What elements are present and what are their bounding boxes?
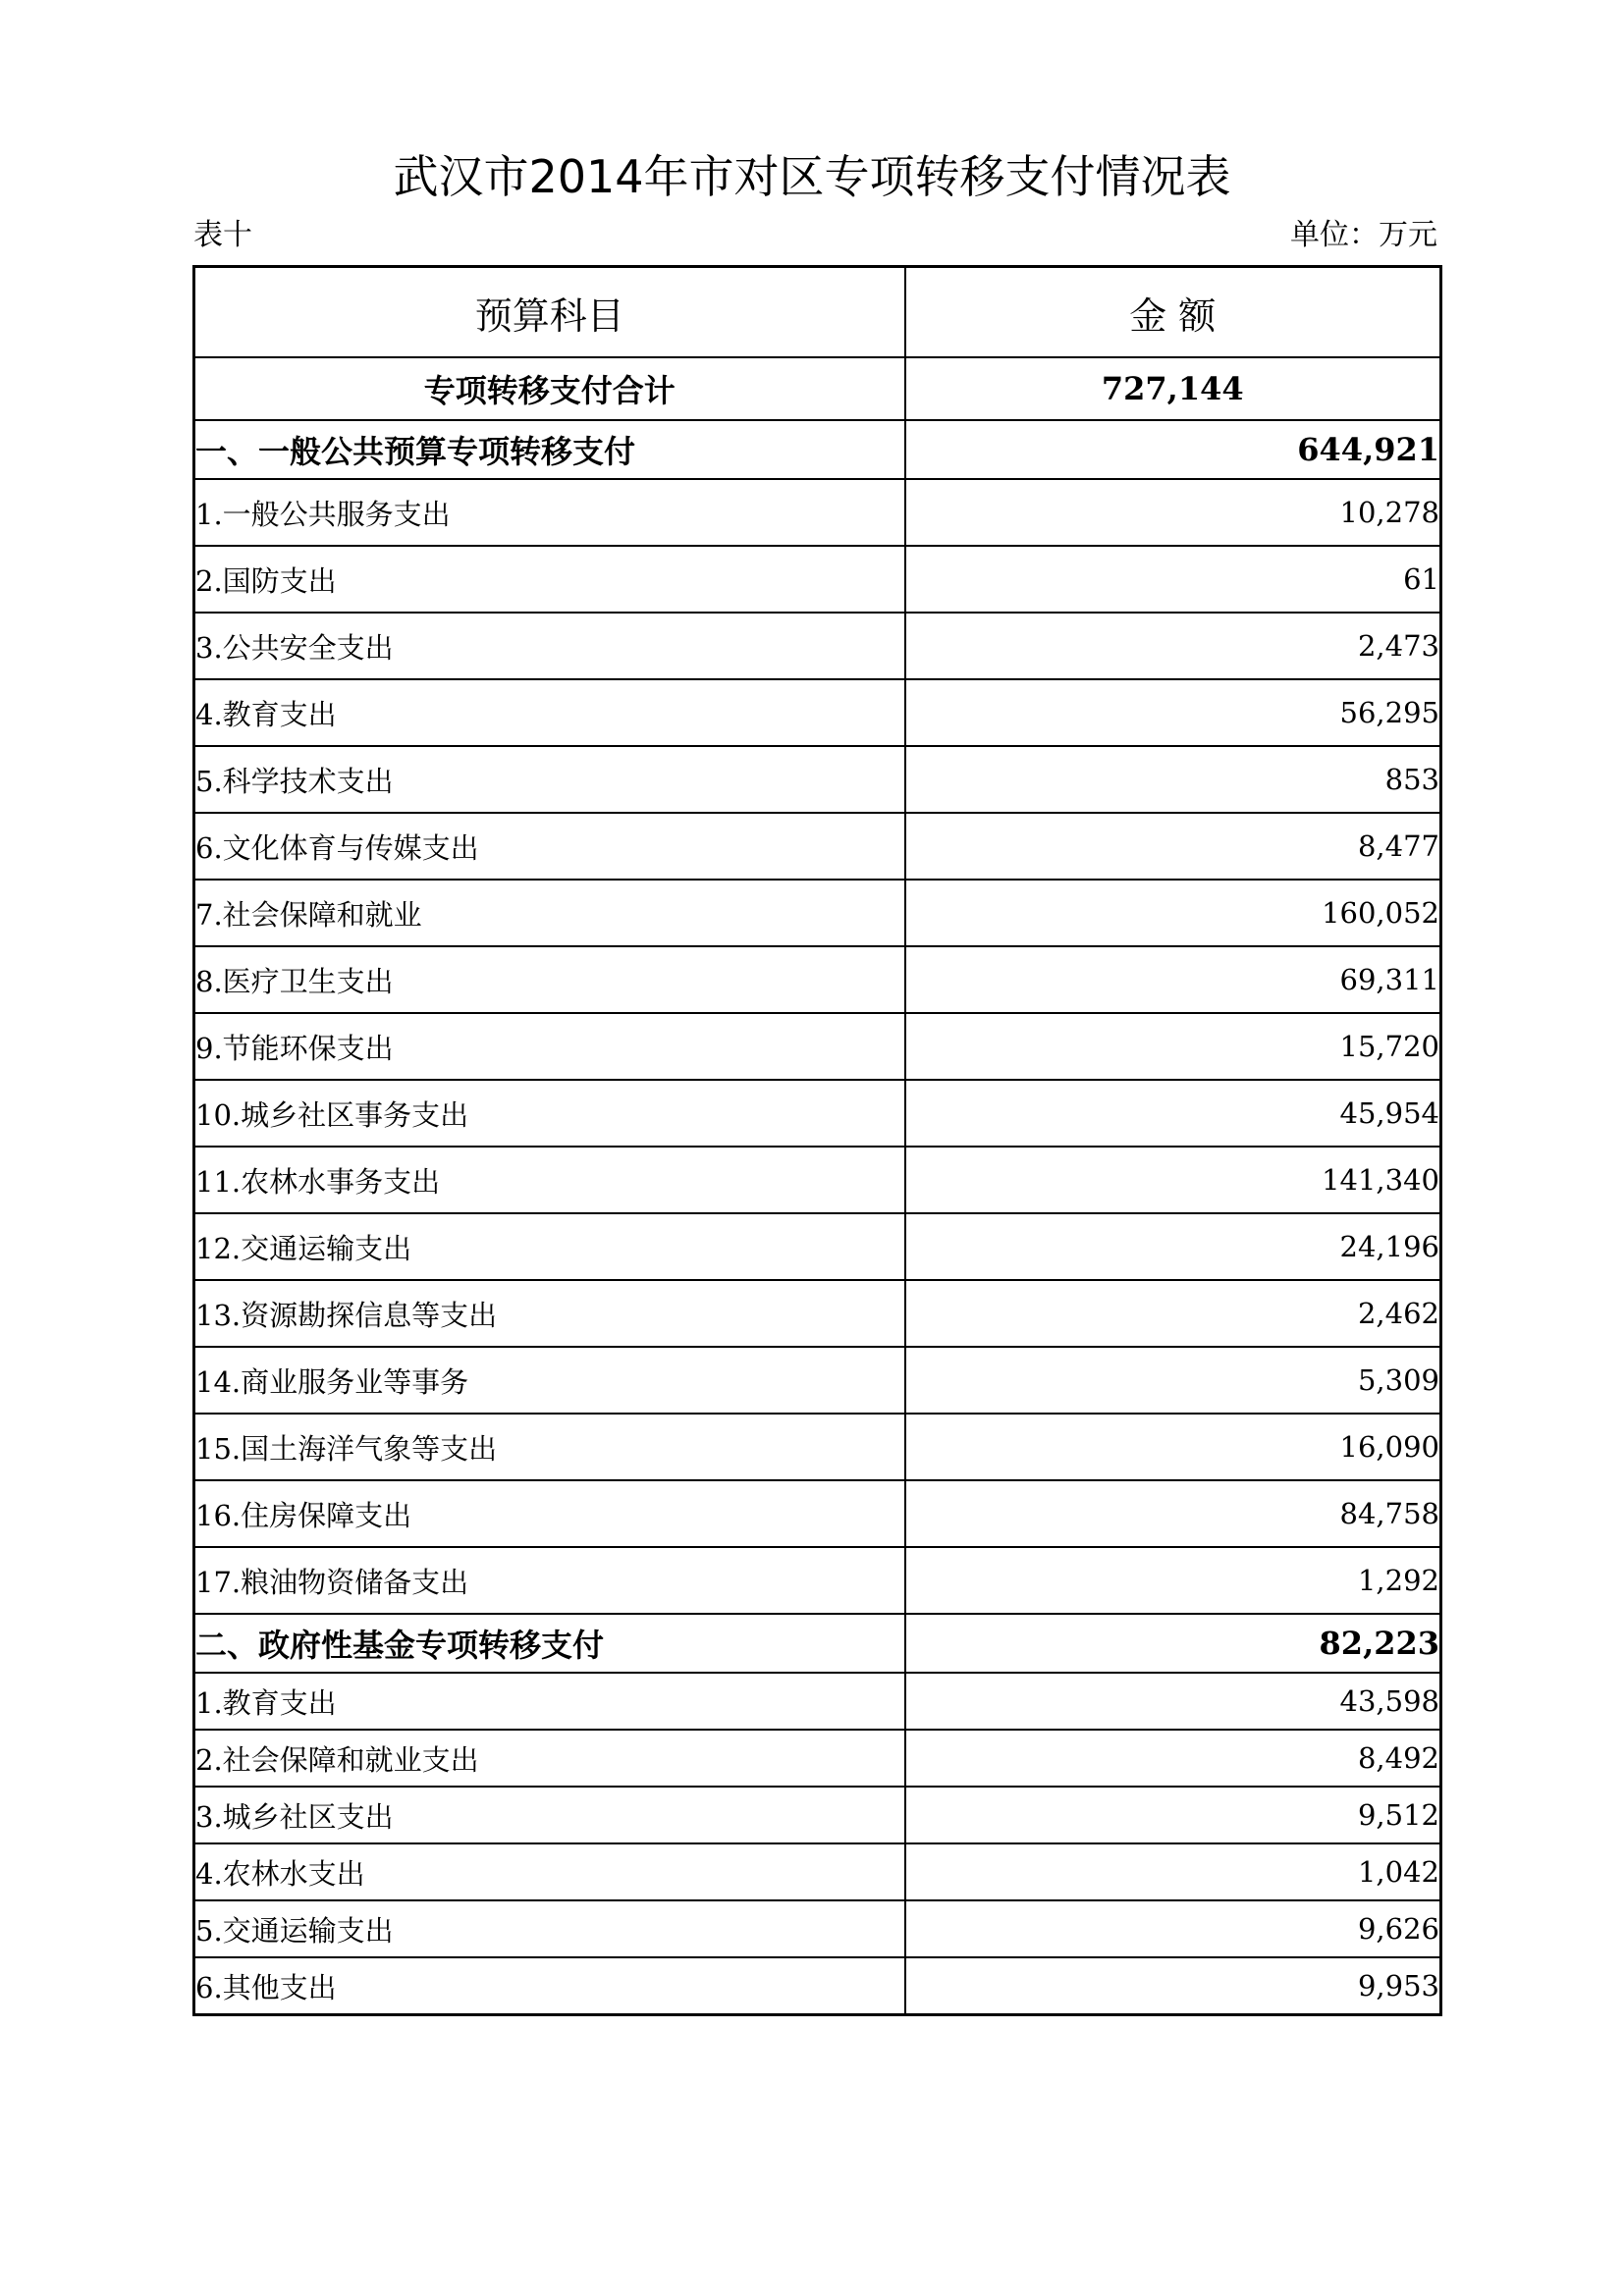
table-row: [194, 546, 1441, 613]
item-amount: 160,052: [905, 880, 1441, 946]
table-row: [194, 479, 1441, 546]
table-row: [194, 1480, 1441, 1547]
item-amount: 61: [905, 546, 1441, 613]
item-name: 7.社会保障和就业: [194, 880, 905, 946]
table-number-label: 表十: [193, 218, 252, 252]
item-name: 12.交通运输支出: [194, 1213, 905, 1280]
item-amount: 15,720: [905, 1013, 1441, 1080]
header-amount: 金 额: [905, 267, 1441, 358]
section-name: 二、政府性基金专项转移支付: [194, 1614, 905, 1673]
item-name: 4.教育支出: [194, 679, 905, 746]
table-row: [194, 1280, 1441, 1347]
item-name: 5.科学技术支出: [194, 746, 905, 813]
table-row: [194, 1843, 1441, 1900]
table-row: [194, 1147, 1441, 1213]
item-name: 3.城乡社区支出: [194, 1787, 905, 1843]
item-amount: 2,473: [905, 613, 1441, 679]
item-amount: 24,196: [905, 1213, 1441, 1280]
item-amount: 10,278: [905, 479, 1441, 546]
item-name: 2.国防支出: [194, 546, 905, 613]
item-amount: 84,758: [905, 1480, 1441, 1547]
item-name: 11.农林水事务支出: [194, 1147, 905, 1213]
item-amount: 45,954: [905, 1080, 1441, 1147]
table-row: [194, 746, 1441, 813]
table-row: [194, 946, 1441, 1013]
table-row: [194, 1787, 1441, 1843]
item-amount: 5,309: [905, 1347, 1441, 1414]
table-row: [194, 679, 1441, 746]
item-name: 1.一般公共服务支出: [194, 479, 905, 546]
budget-table: [192, 265, 1442, 2016]
section-amount: 82,223: [905, 1614, 1441, 1673]
item-name: 17.粮油物资储备支出: [194, 1547, 905, 1614]
item-name: 4.农林水支出: [194, 1843, 905, 1900]
unit-label: 单位：万元: [1290, 218, 1437, 252]
table-row: [194, 880, 1441, 946]
page-title: 武汉市2014年市对区专项转移支付情况表: [393, 150, 1231, 203]
table-row: [194, 1414, 1441, 1480]
item-name: 1.教育支出: [194, 1673, 905, 1730]
item-amount: 8,477: [905, 813, 1441, 880]
item-amount: 1,042: [905, 1843, 1441, 1900]
item-name: 8.医疗卫生支出: [194, 946, 905, 1013]
table-row: [194, 1900, 1441, 1957]
item-name: 16.住房保障支出: [194, 1480, 905, 1547]
item-amount: 2,462: [905, 1280, 1441, 1347]
item-name: 2.社会保障和就业支出: [194, 1730, 905, 1787]
table-row: [194, 613, 1441, 679]
total-name: 专项转移支付合计: [194, 357, 905, 420]
section-row-general-budget: [194, 420, 1441, 479]
item-name: 9.节能环保支出: [194, 1013, 905, 1080]
item-amount: 16,090: [905, 1414, 1441, 1480]
table-row: [194, 1730, 1441, 1787]
item-amount: 8,492: [905, 1730, 1441, 1787]
item-amount: 853: [905, 746, 1441, 813]
header-subject: 预算科目: [194, 267, 905, 358]
item-name: 3.公共安全支出: [194, 613, 905, 679]
section-amount: 644,921: [905, 420, 1441, 479]
item-name: 15.国土海洋气象等支出: [194, 1414, 905, 1480]
table-row: [194, 1013, 1441, 1080]
item-amount: 56,295: [905, 679, 1441, 746]
item-name: 13.资源勘探信息等支出: [194, 1280, 905, 1347]
total-row: [194, 357, 1441, 420]
item-amount: 9,512: [905, 1787, 1441, 1843]
item-amount: 43,598: [905, 1673, 1441, 1730]
table-row: [194, 813, 1441, 880]
table-row: [194, 1347, 1441, 1414]
table-row: [194, 1080, 1441, 1147]
item-amount: 1,292: [905, 1547, 1441, 1614]
table-row: [194, 1213, 1441, 1280]
item-name: 6.文化体育与传媒支出: [194, 813, 905, 880]
item-amount: 9,626: [905, 1900, 1441, 1957]
item-amount: 69,311: [905, 946, 1441, 1013]
section-row-government-fund: [194, 1614, 1441, 1673]
item-name: 14.商业服务业等事务: [194, 1347, 905, 1414]
item-name: 6.其他支出: [194, 1957, 905, 2015]
total-amount: 727,144: [905, 357, 1441, 420]
table-row: [194, 1673, 1441, 1730]
section-name: 一、一般公共预算专项转移支付: [194, 420, 905, 479]
item-name: 5.交通运输支出: [194, 1900, 905, 1957]
table-row: [194, 1547, 1441, 1614]
table-header-row: [194, 267, 1441, 358]
item-amount: 9,953: [905, 1957, 1441, 2015]
table-row: [194, 1957, 1441, 2015]
item-amount: 141,340: [905, 1147, 1441, 1213]
item-name: 10.城乡社区事务支出: [194, 1080, 905, 1147]
